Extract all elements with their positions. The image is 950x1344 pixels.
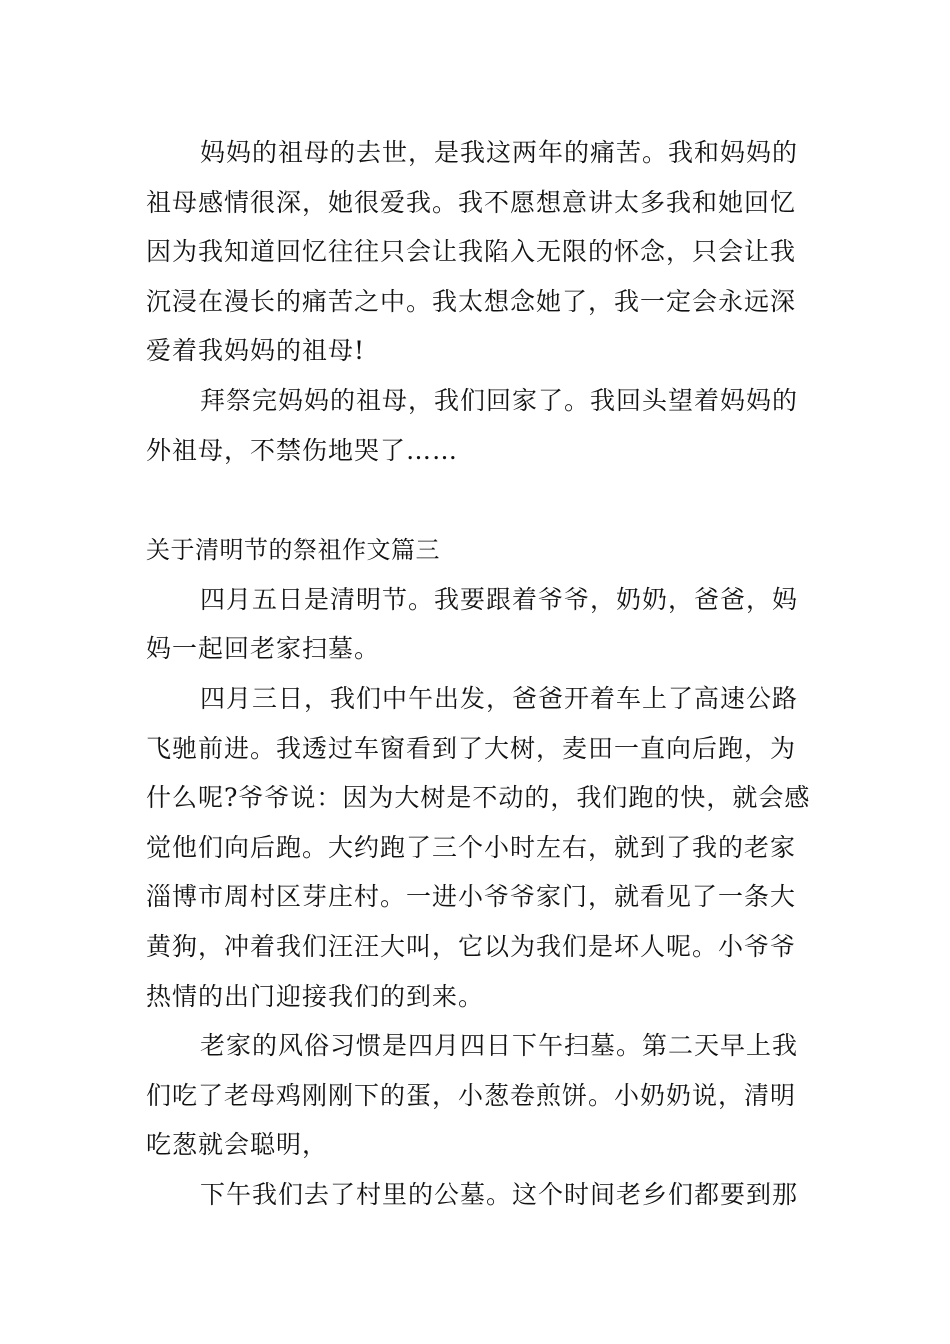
section-paragraph-1-line-1: 四月五日是清明节。我要跟着爷爷，奶奶，爸爸，妈: [200, 585, 799, 614]
section-paragraph-2-line-2: 飞驰前进。我透过车窗看到了大树，麦田一直向后跑，为: [146, 734, 797, 763]
section-paragraph-1-line-2: 妈一起回老家扫墓。: [146, 634, 381, 663]
paragraph-2-line-1: 拜祭完妈妈的祖母，我们回家了。我回头望着妈妈的: [200, 386, 799, 415]
section-title: 关于清明节的祭祖作文篇三: [146, 536, 440, 564]
section-paragraph-2-line-3: 什么呢?爷爷说：因为大树是不动的，我们跑的快，就会感: [146, 783, 811, 812]
paragraph-1-line-1: 妈妈的祖母的去世，是我这两年的痛苦。我和妈妈的: [200, 138, 799, 167]
section-paragraph-2-line-5: 淄博市周村区芽庄村。一进小爷爷家门，就看见了一条大: [146, 882, 797, 911]
paragraph-1-line-5: 爱着我妈妈的祖母!: [146, 336, 366, 365]
section-paragraph-2-line-7: 热情的出门迎接我们的到来。: [146, 982, 485, 1011]
paragraph-1-line-3: 因为我知道回忆往往只会让我陷入无限的怀念，只会让我: [146, 237, 797, 266]
section-paragraph-2-line-4: 觉他们向后跑。大约跑了三个小时左右，就到了我的老家: [146, 833, 797, 862]
section-paragraph-2-line-1: 四月三日，我们中午出发，爸爸开着车上了高速公路: [200, 684, 799, 713]
section-paragraph-4-line-1: 下午我们去了村里的公墓。这个时间老乡们都要到那: [200, 1180, 799, 1209]
section-paragraph-3-line-1: 老家的风俗习惯是四月四日下午扫墓。第二天早上我: [200, 1031, 799, 1060]
section-paragraph-2-line-6: 黄狗，冲着我们汪汪大叫，它以为我们是坏人呢。小爷爷: [146, 932, 797, 961]
section-paragraph-3-line-3: 吃葱就会聪明，: [146, 1130, 329, 1159]
paragraph-1-line-2: 祖母感情很深，她很爱我。我不愿想意讲太多我和她回忆: [146, 188, 797, 217]
paragraph-1-line-4: 沉浸在漫长的痛苦之中。我太想念她了，我一定会永远深: [146, 287, 797, 316]
section-paragraph-3-line-2: 们吃了老母鸡刚刚下的蛋，小葱卷煎饼。小奶奶说，清明: [146, 1081, 797, 1110]
paragraph-2-line-2: 外祖母，不禁伤地哭了……: [146, 436, 459, 465]
